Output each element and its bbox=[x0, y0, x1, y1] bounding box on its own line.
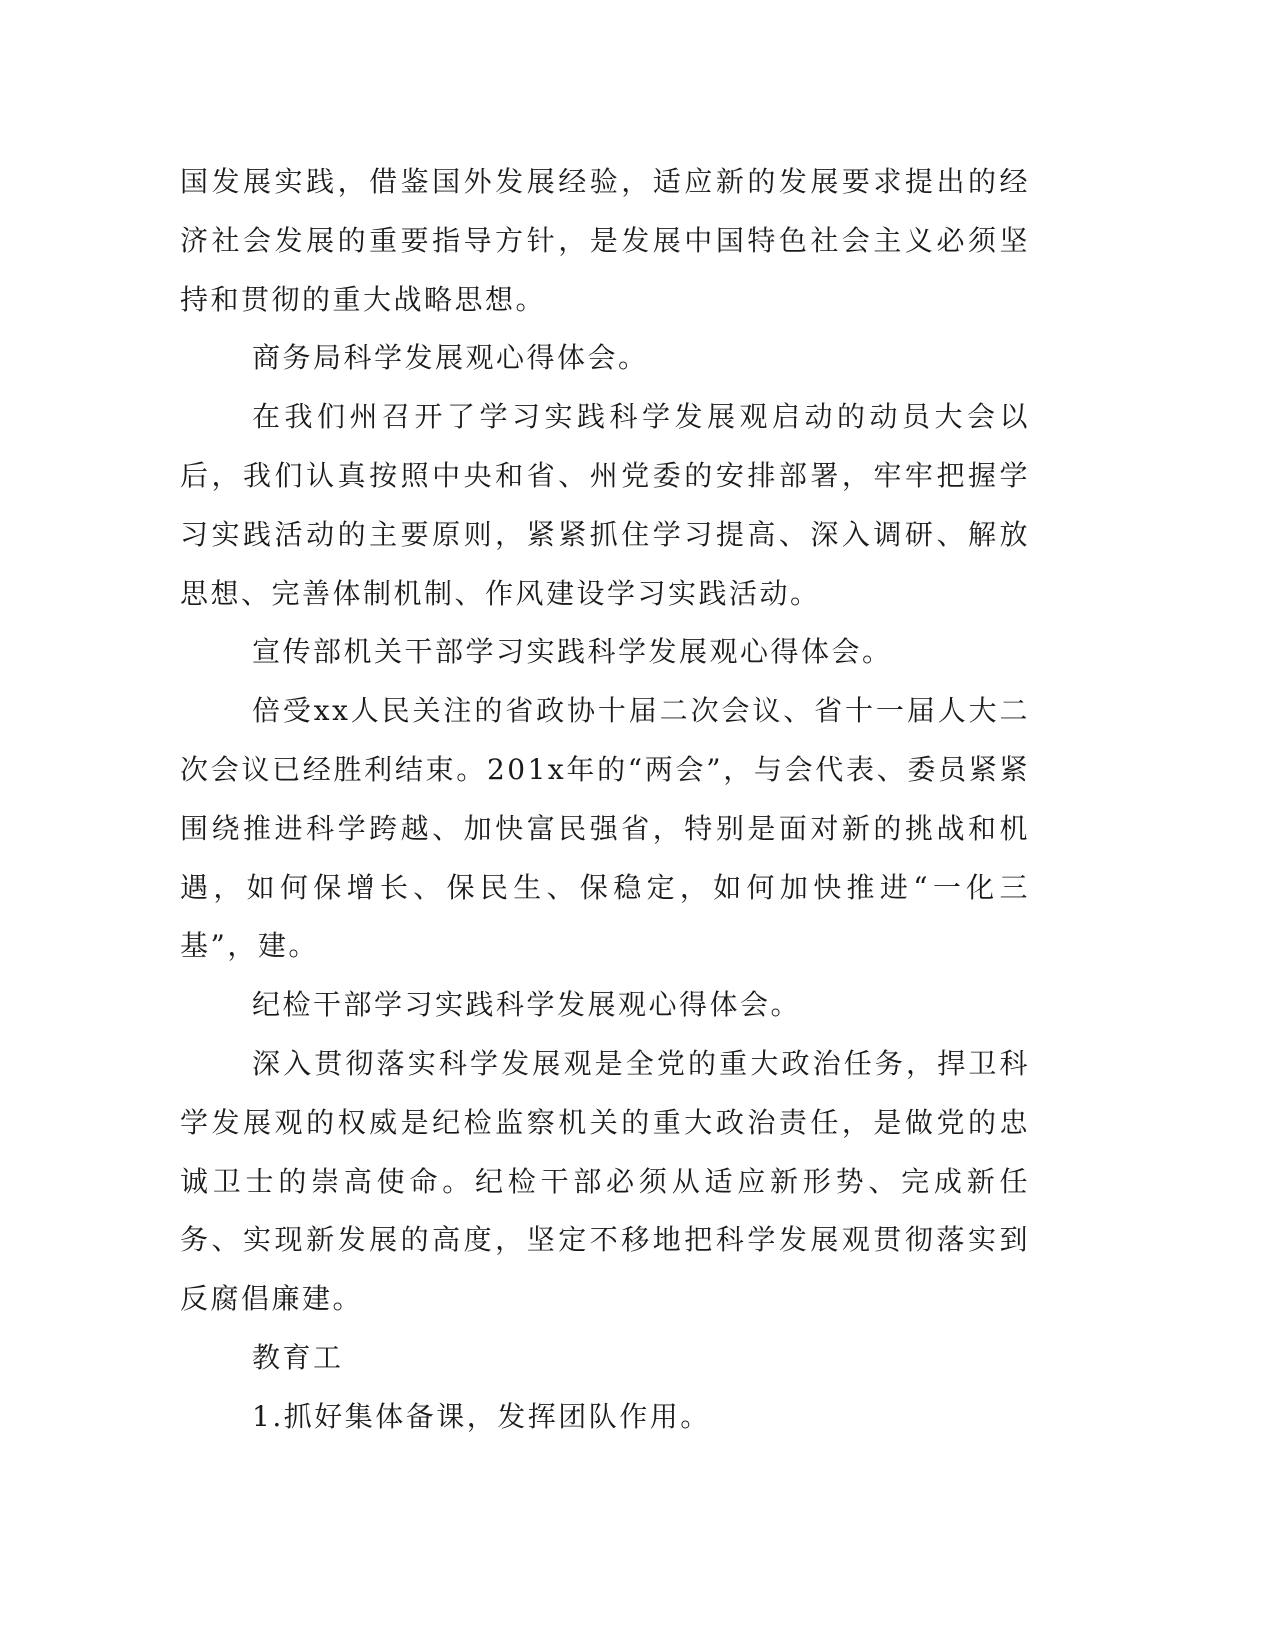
paragraph-heading-propaganda: 宣传部机关干部学习实践科学发展观心得体会。 bbox=[252, 635, 893, 669]
document-body bbox=[180, 153, 1030, 1447]
paragraph-body: 在我们州召开了学习实践科学发展观启动的动员大会以后，我们认真按照中央和省、州党委的安排部署，牢牢把握学习实践活动的主要原则，紧紧抓住学习提高、深入调研、解放思想、完善体制机制、作风建设学习实践活动。 bbox=[180, 400, 1030, 610]
paragraph-continuation: 国发展实践，借鉴国外发展经验，适应新的发展要求提出的经济社会发展的重要指导方针，是发展中国特色社会主义必须坚持和贯彻的重大战略思想。 bbox=[180, 165, 1030, 316]
paragraph-list-item: 1.抓好集体备课，发挥团队作用。 bbox=[252, 1399, 711, 1433]
paragraph-body: 深入贯彻落实科学发展观是全党的重大政治任务，捍卫科学发展观的权威是纪检监察机关的重大政治责任，是做党的忠诚卫士的崇高使命。纪检干部必须从适应新形势、完成新任务、实现新发展的高度，坚定不移地把科学发展观贯彻落实到反腐倡廉建。 bbox=[180, 1046, 1030, 1316]
paragraph-heading-commerce: 商务局科学发展观心得体会。 bbox=[252, 341, 649, 375]
paragraph-body: 倍受xx人民关注的省政协十届二次会议、省十一届人大二次会议已经胜利结束。201x年的“两会”，与会代表、委员紧紧围绕推进科学跨越、加快富民强省，特别是面对新的挑战和机遇，如何保增长、保民生、保稳定，如何加快推进“一化三基”，建。 bbox=[180, 694, 1030, 963]
paragraph-heading-discipline: 纪检干部学习实践科学发展观心得体会。 bbox=[252, 988, 802, 1022]
paragraph-heading-education: 教育工 bbox=[252, 1340, 344, 1374]
